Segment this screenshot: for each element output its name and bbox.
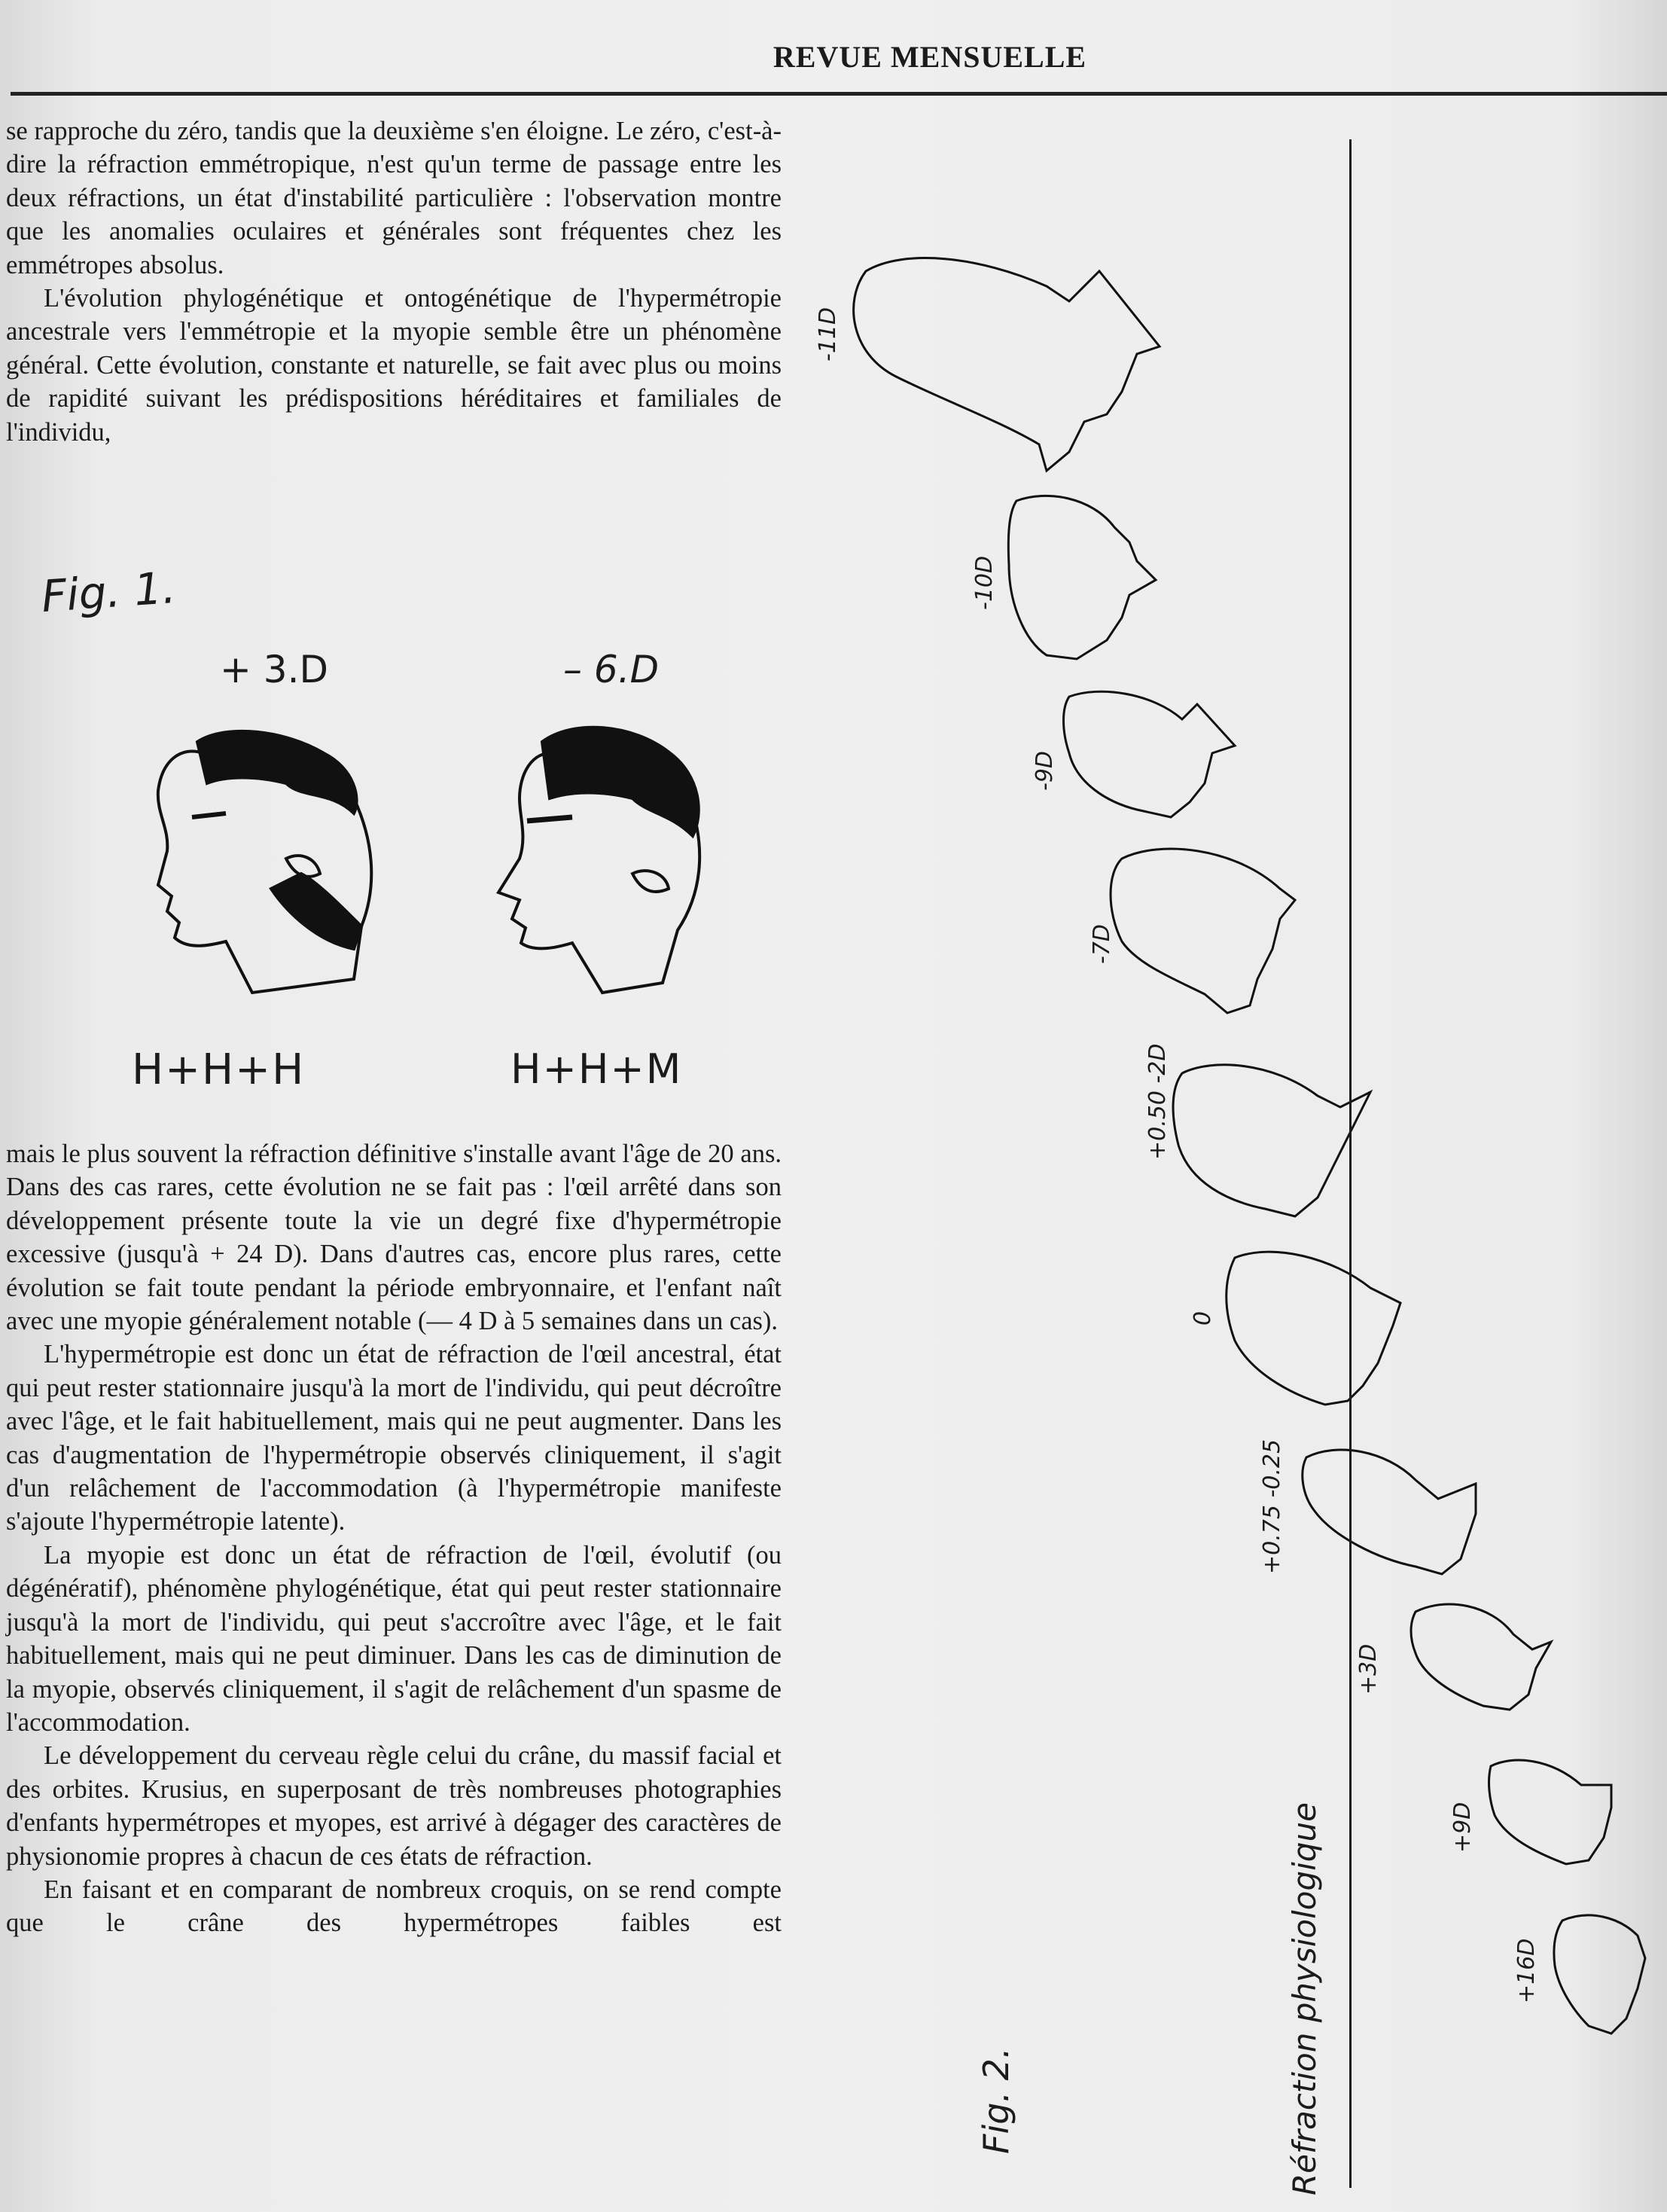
figure1-left-profile [158, 731, 371, 993]
figure2-heads [854, 258, 1645, 2034]
paragraph: Le développement du cerveau règle celui du crâne, du massif facial et des orbites. Krusius, en superposant de très nombreuses photographies d'enfants hypermétropes et myopes, est arrivé à dégager des caractères de physionomie propres à chacun de ces états de réfraction. [6, 1741, 782, 1871]
head-label: +0.75 -0.25 [1259, 1439, 1285, 1574]
head-label: +9D [1449, 1802, 1476, 1853]
figure1-right-refraction: – 6.D [563, 648, 660, 691]
paragraph: La myopie est donc un état de réfraction de l'œil, évolutif (ou dégénératif), phénomène phylogénétique, état qui peut rester stationnaire jusqu'à la mort de l'individu, qui peut s'accroître avec l'âge, et le fait habituellement, mais qui ne peut diminuer. Dans les cas de diminution de la myopie, observés cliniquement, il s'agit de relâchement d'un spasme de l'accommodation. [6, 1540, 782, 1737]
running-title: REVUE MENSUELLE [773, 40, 1087, 74]
paragraph: L'évolution phylogénétique et ontogénétique de l'hypermétropie ancestrale vers l'emmétropie et la myopie semble être un phénomène général. Cette évolution, constante et naturelle, se fait avec plus ou moins de rapidité suivant les prédispositions héréditaires et familiales de l'individu, [6, 284, 782, 447]
head-label: -11D [815, 307, 841, 362]
head-label: +3D [1355, 1643, 1382, 1695]
figure1-left-refraction: + 3.D [220, 648, 328, 691]
paragraph: mais le plus souvent la réfraction définitive s'installe avant l'âge de 20 ans. Dans des cas rares, cette évolution ne se fait pas : l'œil arrêté dans son développement présente toute la vie un degré fixe d'hypermétropie excessive (jusqu'à + 24 D). Dans d'autres cas, encore plus rares, cette évolution se fait toute pendant la période embryonnaire, et l'enfant naît avec une myopie généralement notable (— 4 D à 5 semaines dans un cas). [6, 1140, 782, 1336]
paragraph: En faisant et en comparant de nombreux croquis, on se rend compte que le crâne des hypermétropes faibles est [6, 1875, 782, 1938]
figure1-label: Fig. 1. [39, 561, 178, 623]
paragraph: L'hypermétropie est donc un état de réfraction de l'œil ancestral, état qui peut rester stationnaire jusqu'à la mort de l'individu, qui peut décroître avec l'âge, et le fait habituellement, mais qui ne peut augmenter. Dans les cas d'augmentation de l'hypermétropie observés cliniquement, il s'agit d'un relâchement de l'accommodation (à l'hypermétropie manifeste s'ajoute l'hypermétropie latente). [6, 1340, 782, 1536]
head-label: -9D [1032, 750, 1058, 791]
figure1-right-profile [498, 728, 699, 993]
figure1-right-formula: H+H+M [510, 1045, 683, 1093]
figure1-left-formula: H+H+H [132, 1045, 306, 1094]
refraction-axis [1349, 139, 1352, 2188]
head-label: -10D [971, 555, 998, 610]
head-label: -7D [1089, 923, 1115, 964]
head-label: +16D [1513, 1938, 1540, 2003]
figure2-label: Fig. 2. [976, 2047, 1016, 2154]
head-label: 0 [1190, 1310, 1216, 1326]
axis-label: Réfraction physiologique [1286, 1802, 1323, 2195]
text-block-bottom [6, 1137, 782, 1940]
paragraph: se rapproche du zéro, tandis que la deuxième s'en éloigne. Le zéro, c'est-à-dire la réfraction emmétropique, n'est qu'un terme de passage entre les deux réfractions, un état d'instabilité particulière : l'observation montre que les anomalies oculaires et générales sont fréquentes chez les emmétropes absolus. [6, 117, 782, 279]
head-label: +0.50 -2D [1144, 1043, 1171, 1160]
